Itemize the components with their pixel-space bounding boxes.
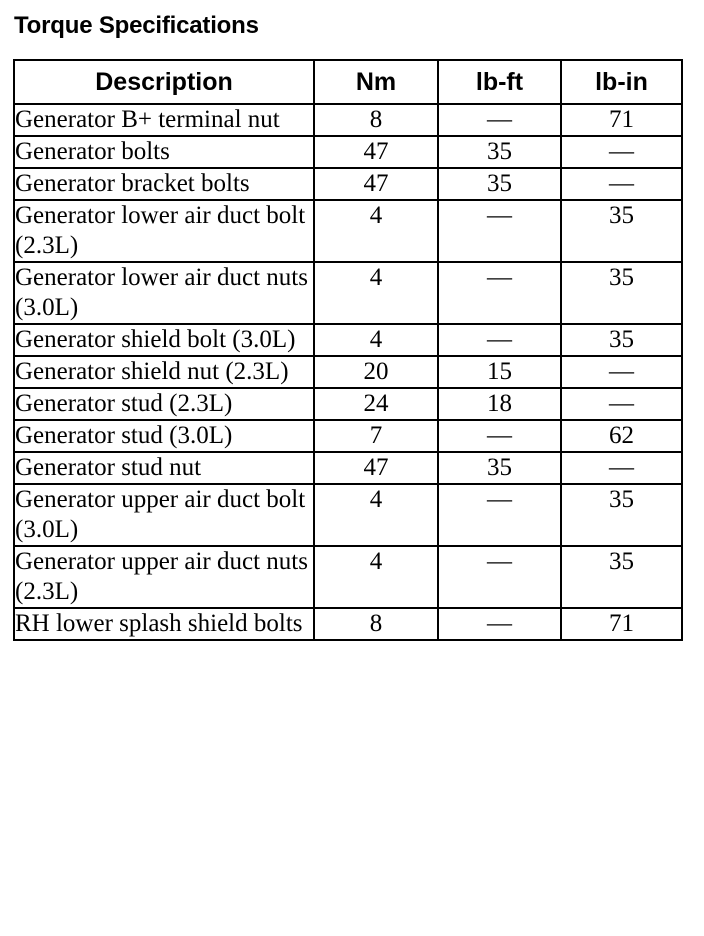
column-header-lb-ft: lb-ft (438, 60, 561, 104)
lb-ft-cell: — (438, 262, 561, 324)
lb-in-cell: 35 (561, 200, 682, 262)
description-cell: Generator bolts (14, 136, 314, 168)
lb-ft-cell: — (438, 608, 561, 640)
description-cell: Generator shield nut (2.3L) (14, 356, 314, 388)
lb-in-cell: — (561, 356, 682, 388)
lb-ft-cell: — (438, 324, 561, 356)
lb-in-cell: — (561, 388, 682, 420)
table-row (14, 356, 682, 388)
lb-in-cell: 35 (561, 546, 682, 608)
column-header-description: Description (14, 60, 314, 104)
table-row (14, 608, 682, 640)
lb-in-cell: 71 (561, 608, 682, 640)
nm-cell: 47 (314, 136, 438, 168)
lb-ft-cell: — (438, 546, 561, 608)
description-cell: Generator B+ terminal nut (14, 104, 314, 136)
nm-cell: 4 (314, 200, 438, 262)
table-row (14, 262, 682, 324)
description-cell: Generator bracket bolts (14, 168, 314, 200)
table-row (14, 104, 682, 136)
lb-in-cell: 62 (561, 420, 682, 452)
table-row (14, 546, 682, 608)
description-cell: Generator stud (3.0L) (14, 420, 314, 452)
lb-ft-cell: — (438, 200, 561, 262)
lb-in-cell: 35 (561, 484, 682, 546)
table-header-row (14, 60, 682, 104)
nm-cell: 8 (314, 104, 438, 136)
table-row (14, 452, 682, 484)
table-row (14, 324, 682, 356)
table-row (14, 484, 682, 546)
lb-in-cell: — (561, 136, 682, 168)
lb-ft-cell: 18 (438, 388, 561, 420)
lb-ft-cell: 35 (438, 136, 561, 168)
table-row (14, 420, 682, 452)
lb-in-cell: 35 (561, 324, 682, 356)
description-cell: Generator upper air duct nuts (2.3L) (14, 546, 314, 608)
nm-cell: 4 (314, 324, 438, 356)
table-row (14, 168, 682, 200)
nm-cell: 7 (314, 420, 438, 452)
table-row (14, 136, 682, 168)
lb-in-cell: — (561, 452, 682, 484)
lb-ft-cell: — (438, 104, 561, 136)
nm-cell: 24 (314, 388, 438, 420)
description-cell: Generator stud nut (14, 452, 314, 484)
nm-cell: 20 (314, 356, 438, 388)
description-cell: Generator shield bolt (3.0L) (14, 324, 314, 356)
page-title: Torque Specifications (14, 12, 259, 39)
nm-cell: 47 (314, 168, 438, 200)
table-row (14, 388, 682, 420)
lb-in-cell: — (561, 168, 682, 200)
lb-ft-cell: 15 (438, 356, 561, 388)
nm-cell: 4 (314, 484, 438, 546)
nm-cell: 4 (314, 546, 438, 608)
description-cell: RH lower splash shield bolts (14, 608, 314, 640)
lb-in-cell: 35 (561, 262, 682, 324)
lb-ft-cell: — (438, 420, 561, 452)
column-header-lb-in: lb-in (561, 60, 682, 104)
nm-cell: 8 (314, 608, 438, 640)
lb-ft-cell: — (438, 484, 561, 546)
column-header-nm: Nm (314, 60, 438, 104)
description-cell: Generator lower air duct bolt (2.3L) (14, 200, 314, 262)
nm-cell: 47 (314, 452, 438, 484)
lb-ft-cell: 35 (438, 452, 561, 484)
table-row (14, 200, 682, 262)
nm-cell: 4 (314, 262, 438, 324)
description-cell: Generator lower air duct nuts (3.0L) (14, 262, 314, 324)
torque-specifications-table (13, 59, 683, 641)
description-cell: Generator upper air duct bolt (3.0L) (14, 484, 314, 546)
lb-ft-cell: 35 (438, 168, 561, 200)
lb-in-cell: 71 (561, 104, 682, 136)
description-cell: Generator stud (2.3L) (14, 388, 314, 420)
